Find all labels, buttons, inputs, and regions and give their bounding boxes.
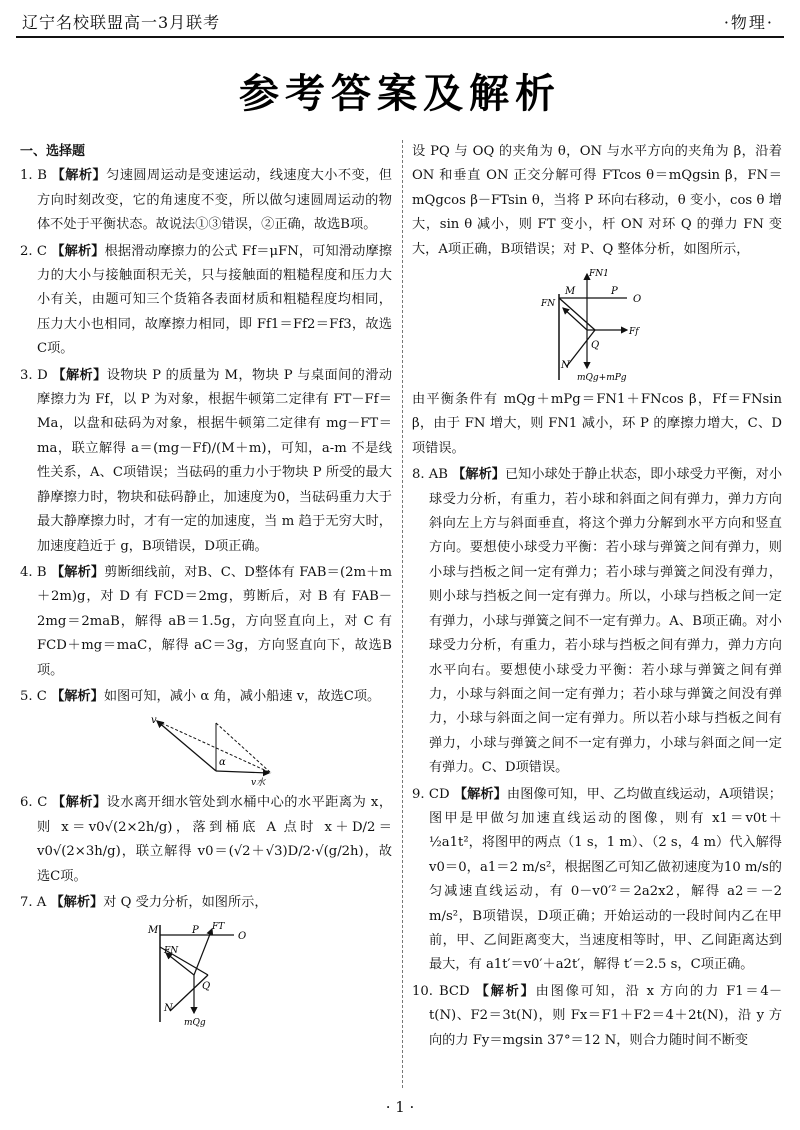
label-total-weight: mQg+mPg — [577, 373, 627, 384]
analysis-tag: 【解析】 — [50, 894, 104, 910]
analysis-tag: 【解析】 — [51, 688, 104, 704]
answer-item-7 — [20, 891, 392, 915]
label-Q: Q — [202, 981, 211, 993]
answer-text: 已知小球处于静止状态，即小球受力平衡，对小球受力分析，有重力，若小球和斜面之间有弹力，弹力方向斜向左上方与斜面垂直，将这个弹力分解到水平方向和竖直方向。要想使小球受力平衡：若小球与弹簧之间有弹力，则小球与挡板之间一定有弹力；若小球与弹簧之间没有弹力，则小球与挡板之间一定有弹力。所以，小球与挡板之间一定有弹力，小球与弹簧之间不一定有弹力。A、B项正确。对小球受力分析，有重力，若小球与挡板之间有弹力，弹力方向水平向右。要想使小球受力平衡：若小球与弹簧之间有弹力，小球与斜面之间一定有弹力；若小球与弹簧之间没有弹力，小球与斜面之间一定有弹力。所以若小球与挡板之间有弹力，小球与弹簧之间不一定有弹力，小球与斜面之间一定有弹力。C、D项错误。 — [429, 467, 783, 776]
answer-text: 设 PQ 与 OQ 的夹角为 θ，ON 与水平方向的夹角为 β，沿着 ON 和垂直 ON 正交分解可得 FTcos θ＝mQgsin β，FN＝mQgcos β－FTsin θ，当将 P 环向右移动，θ 变小，cos θ 增大，sin θ 减小，则 FT 变小，杆 ON 对环 Q 的弹力 FN 变大，A项正确，B项错误；对 P、Q 整体分析，如图所示， — [412, 144, 782, 257]
answer-item-3 — [20, 364, 392, 559]
analysis-tag: 【解析】 — [52, 367, 107, 383]
answer-text: 根据滑动摩擦力的公式 Ff＝μFN，可知滑动摩擦力的大小与接触面积无关，只与接触面的粗糙程度和压力大小有关，由题可知三个货箱各表面材质和粗糙程度均相同，压力大小也相同，故摩擦力相同，即 Ff1＝Ff2＝Ff3，故选C项。 — [37, 243, 392, 357]
label-P: P — [192, 925, 199, 937]
label-alpha: α — [219, 757, 226, 769]
answer-text: 设水离开细水管处到水桶中心的水平距离为 x，则 x＝v0√(2×2h/g)，落到桶底 A 点时 x＋D/2＝v0√(2×3h/g)，联立解得 v0＝(√2＋√3)D/2·√(g/2h)，故选C项。 — [37, 795, 393, 884]
column-divider — [402, 140, 403, 1088]
answer-head: 3. D — [20, 367, 53, 383]
header-rule — [16, 36, 784, 38]
header-subject: ·物理· — [723, 13, 774, 32]
dashed-line — [157, 721, 271, 773]
section-heading: 一、选择题 — [20, 144, 86, 159]
label-FN1: FN1 — [589, 269, 609, 280]
label-Q: Q — [591, 340, 600, 352]
right-column — [412, 140, 782, 1055]
force-diagram-q7 — [146, 917, 266, 1027]
label-FN: FN — [164, 946, 179, 957]
answer-head: 6. C — [20, 795, 53, 811]
analysis-tag: 【解析】 — [452, 467, 505, 483]
velocity-vector — [157, 721, 216, 771]
label-N: N — [561, 360, 570, 372]
answer-item-2 — [20, 240, 392, 362]
answer-head: 9. CD — [412, 786, 454, 802]
page-number: · 1 · — [385, 1098, 415, 1116]
analysis-tag: 【解析】 — [52, 795, 107, 811]
answer-item-10 — [412, 980, 782, 1053]
answer-text: 设物块 P 的质量为 M，物块 P 与桌面间的滑动摩擦力为 Ff，以 P 为对象，根据牛顿第二定律有 FT－Ff＝Ma，以盘和砝码为对象，根据牛顿第二定律有 mg－FT＝ma，联立解得 a＝(mg－Ff)/(M＋m)，可知，a-m 不是线性关系，A、C项错误；当砝码的重力小于物块 P 所受的最大静摩擦力时，物块和砝码静止，加速度为0，当砝码重力大于最大静摩擦力时，才有一定的加速度，当 m 趋于无穷大时，加速度趋近于 g，B项错误，D项正确。 — [37, 367, 393, 554]
answer-text: 匀速圆周运动是变速运动，线速度大小不变，但方向时刻改变，它的角速度不变，所以做匀速圆周运动的物体不处于平衡状态。故说法①③错误，②正确，故选B项。 — [37, 168, 392, 233]
answer-text: 由图像可知，甲、乙均做直线运动，A项错误；图甲是甲做匀加速直线运动的图像，则有 x1＝v0t＋½a1t²，将图甲的两点（1 s，1 m）、（2 s，4 m）代入解得 v0＝0，a1＝2 m/s²，根据图乙可知乙做初速度为10 m/s的匀减速直线运动，有 0－v0′²＝2a2x2，解得 a2＝－2 m/s²，B项错误，D项正确；开始运动的一段时间内乙在甲前，甲、乙间距离变大，当速度相等时，甲、乙间距离达到最大，有 a1t′＝v0′＋a2t′，解得 t′＝2.5 s，C项正确。 — [429, 786, 782, 973]
answer-head: 8. AB — [412, 467, 453, 483]
analysis-tag: 【解析】 — [453, 786, 507, 802]
answer-item-8 — [412, 463, 782, 780]
label-M: M — [148, 925, 159, 937]
label-v: v — [151, 715, 157, 727]
label-FT: FT — [212, 922, 225, 933]
answer-head: 5. C — [20, 688, 52, 704]
label-P: P — [611, 286, 618, 298]
answer-text: 剪断细线前，对B、C、D整体有 FAB＝(2m＋m＋2m)g，对 D 有 FCD＝2mg，剪断后，对 B 有 FAB－2mg＝2maB，解得 aB＝1.5g，方向竖直向上，对 C 有 FCD＋mg＝maC，解得 aC＝3g，方向竖直向下，故选B项。 — [37, 564, 392, 678]
answer-head: 2. C — [20, 243, 52, 259]
label-N: N — [164, 1003, 173, 1015]
analysis-tag: 【解析】 — [475, 983, 536, 999]
answer-item-1 — [20, 164, 392, 237]
label-vw: v水 — [251, 778, 266, 788]
left-column — [20, 140, 392, 1031]
answer-text: 如图可知，减小 α 角，减小船速 v，故选C项。 — [103, 688, 381, 704]
answer-item-6 — [20, 791, 392, 889]
label-FN: FN — [541, 299, 556, 310]
velocity-diagram-q5 — [121, 711, 291, 787]
answer-head: 4. B — [20, 564, 51, 580]
analysis-tag: 【解析】 — [50, 564, 105, 580]
label-O: O — [633, 294, 642, 306]
answer-text: 由平衡条件有 mQg＋mPg＝FN1＋FNcos β，Ff＝FNsin β，由于 FN 增大，则 FN1 减小，环 P 的摩擦力增大，C、D项错误。 — [412, 392, 782, 456]
answer-head: 10. BCD — [412, 983, 476, 999]
label-Ff: Ff — [629, 327, 639, 338]
answer-item-7-conclusion — [412, 388, 782, 461]
header-exam-name: 辽宁名校联盟高一3月联考 — [22, 13, 221, 32]
answer-item-9 — [412, 783, 782, 978]
water-velocity-vector — [216, 771, 269, 773]
answer-text: 由图像可知，沿 x 方向的力 F1＝4－t(N)、F2＝3t(N)，则 Fx＝F1＋F2＝4＋2t(N)，沿 y 方向的力 Fy＝mgsin 37°＝12 N，则合力随时间不断变 — [429, 983, 783, 1048]
answer-head: 1. B — [20, 168, 52, 184]
answer-item-5 — [20, 685, 392, 709]
answer-head: 7. A — [20, 894, 51, 910]
label-mQg: mQg — [184, 1018, 206, 1028]
force-diagram-q7-system — [527, 264, 667, 384]
answer-item-7-continued — [412, 140, 782, 262]
label-M: M — [565, 286, 576, 298]
page-title: 参考答案及解析 — [239, 71, 561, 117]
label-O: O — [238, 931, 247, 943]
answer-text: 对 Q 受力分析，如图所示， — [103, 894, 268, 910]
rod-n — [559, 298, 595, 330]
analysis-tag: 【解析】 — [51, 168, 107, 184]
analysis-tag: 【解析】 — [51, 243, 105, 259]
answer-item-4 — [20, 561, 392, 683]
